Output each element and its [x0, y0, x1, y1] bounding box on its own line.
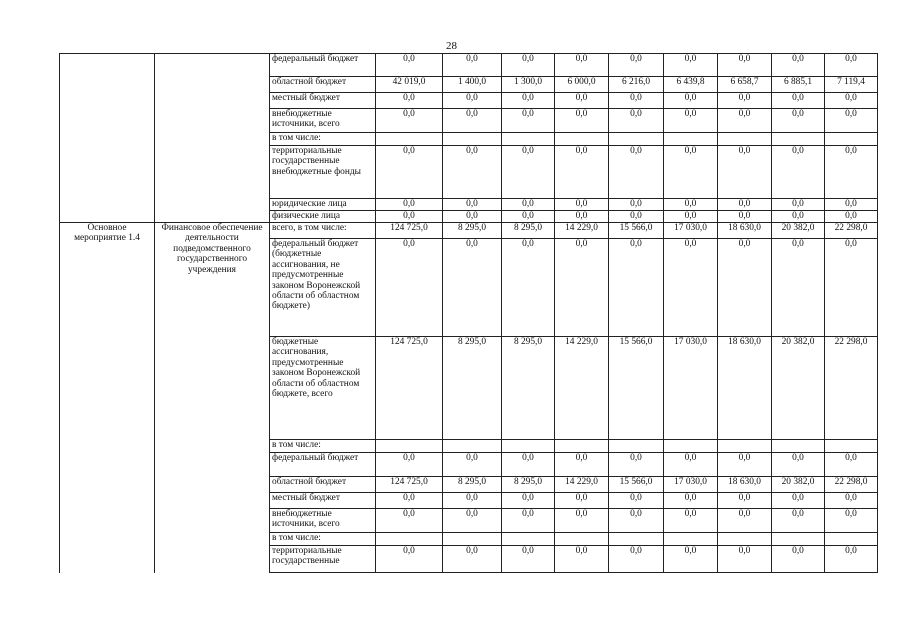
amount-cell: 0,0	[376, 146, 443, 199]
amount-cell	[825, 533, 878, 546]
amount-cell: 0,0	[609, 239, 664, 337]
amount-cell: 15 566,0	[609, 337, 664, 440]
amount-cell: 7 119,4	[825, 77, 878, 93]
amount-cell: 0,0	[555, 146, 609, 199]
amount-cell	[376, 440, 443, 453]
amount-cell	[825, 440, 878, 453]
funding-source-cell: областной бюджет	[270, 477, 376, 493]
amount-cell: 14 229,0	[555, 337, 609, 440]
amount-cell: 0,0	[825, 211, 878, 223]
amount-cell: 0,0	[772, 493, 825, 509]
amount-cell: 22 298,0	[825, 223, 878, 239]
funding-source-cell: областной бюджет	[270, 77, 376, 93]
amount-cell: 8 295,0	[502, 477, 555, 493]
funding-source-cell: в том числе:	[270, 440, 376, 453]
amount-cell: 0,0	[609, 453, 664, 477]
table-row	[60, 54, 878, 77]
amount-cell: 0,0	[502, 211, 555, 223]
amount-cell: 0,0	[664, 211, 718, 223]
amount-cell: 0,0	[664, 453, 718, 477]
amount-cell: 0,0	[664, 546, 718, 573]
amount-cell	[502, 133, 555, 146]
amount-cell: 0,0	[376, 93, 443, 109]
amount-cell: 0,0	[443, 109, 502, 133]
amount-cell: 0,0	[376, 509, 443, 533]
funding-source-cell: всего, в том числе:	[270, 223, 376, 239]
funding-source-cell: внебюджетные источники, всего	[270, 509, 376, 533]
amount-cell: 0,0	[772, 54, 825, 77]
amount-cell: 0,0	[502, 54, 555, 77]
amount-cell: 0,0	[772, 546, 825, 573]
amount-cell	[718, 133, 772, 146]
amount-cell: 0,0	[443, 54, 502, 77]
amount-cell: 0,0	[664, 493, 718, 509]
amount-cell: 0,0	[718, 239, 772, 337]
amount-cell: 0,0	[376, 211, 443, 223]
amount-cell: 0,0	[825, 239, 878, 337]
amount-cell: 0,0	[718, 211, 772, 223]
amount-cell: 0,0	[718, 199, 772, 211]
page-number: 28	[446, 40, 457, 52]
event-status-cell: Основное мероприятие 1.4	[60, 223, 155, 573]
amount-cell	[502, 440, 555, 453]
amount-cell: 0,0	[825, 493, 878, 509]
amount-cell	[443, 440, 502, 453]
amount-cell: 0,0	[718, 453, 772, 477]
amount-cell: 0,0	[772, 453, 825, 477]
amount-cell: 0,0	[502, 453, 555, 477]
amount-cell	[664, 533, 718, 546]
amount-cell: 22 298,0	[825, 337, 878, 440]
amount-cell	[772, 133, 825, 146]
amount-cell: 0,0	[502, 109, 555, 133]
amount-cell: 17 030,0	[664, 477, 718, 493]
amount-cell: 20 382,0	[772, 337, 825, 440]
amount-cell	[609, 533, 664, 546]
amount-cell: 0,0	[555, 199, 609, 211]
amount-cell: 0,0	[664, 199, 718, 211]
amount-cell: 0,0	[443, 546, 502, 573]
amount-cell: 0,0	[772, 211, 825, 223]
amount-cell: 0,0	[664, 93, 718, 109]
amount-cell: 0,0	[718, 546, 772, 573]
amount-cell: 0,0	[376, 54, 443, 77]
amount-cell: 0,0	[772, 199, 825, 211]
amount-cell: 0,0	[555, 211, 609, 223]
amount-cell: 124 725,0	[376, 477, 443, 493]
amount-cell: 15 566,0	[609, 223, 664, 239]
amount-cell: 0,0	[609, 146, 664, 199]
amount-cell: 0,0	[664, 509, 718, 533]
amount-cell: 0,0	[376, 453, 443, 477]
amount-cell: 0,0	[825, 509, 878, 533]
amount-cell: 0,0	[609, 54, 664, 77]
amount-cell: 0,0	[772, 239, 825, 337]
table-row	[60, 223, 878, 239]
amount-cell: 0,0	[664, 239, 718, 337]
amount-cell: 0,0	[376, 239, 443, 337]
amount-cell: 0,0	[502, 239, 555, 337]
amount-cell: 6 000,0	[555, 77, 609, 93]
amount-cell	[772, 533, 825, 546]
amount-cell: 0,0	[718, 493, 772, 509]
amount-cell: 0,0	[502, 93, 555, 109]
amount-cell: 0,0	[825, 546, 878, 573]
funding-table	[59, 53, 878, 573]
amount-cell: 0,0	[502, 199, 555, 211]
amount-cell: 0,0	[718, 109, 772, 133]
funding-source-cell: федеральный бюджет	[270, 54, 376, 77]
status-cell	[60, 54, 155, 223]
amount-cell: 0,0	[376, 109, 443, 133]
funding-source-cell: бюджетные ассигнования, предусмотренные законом Воронежской области об областном бюджете, всего	[270, 337, 376, 440]
amount-cell	[443, 133, 502, 146]
amount-cell: 1 300,0	[502, 77, 555, 93]
amount-cell: 0,0	[825, 199, 878, 211]
amount-cell: 18 630,0	[718, 337, 772, 440]
amount-cell: 0,0	[502, 493, 555, 509]
amount-cell	[376, 133, 443, 146]
amount-cell	[555, 133, 609, 146]
amount-cell: 0,0	[502, 509, 555, 533]
amount-cell: 14 229,0	[555, 223, 609, 239]
amount-cell: 0,0	[555, 453, 609, 477]
amount-cell	[718, 440, 772, 453]
amount-cell: 0,0	[609, 93, 664, 109]
amount-cell: 17 030,0	[664, 337, 718, 440]
amount-cell: 0,0	[376, 493, 443, 509]
amount-cell: 0,0	[609, 509, 664, 533]
funding-source-cell: местный бюджет	[270, 93, 376, 109]
amount-cell: 8 295,0	[443, 223, 502, 239]
amount-cell: 0,0	[555, 54, 609, 77]
event-name-cell	[155, 54, 270, 223]
funding-source-cell: внебюджетные источники, всего	[270, 109, 376, 133]
funding-source-cell: федеральный бюджет	[270, 453, 376, 477]
amount-cell: 0,0	[443, 239, 502, 337]
amount-cell: 8 295,0	[443, 337, 502, 440]
amount-cell: 0,0	[825, 54, 878, 77]
funding-source-cell: федеральный бюджет (бюджетные ассигнования, не предусмотренные законом Воронежской области об областном бюджете)	[270, 239, 376, 337]
amount-cell: 0,0	[772, 93, 825, 109]
amount-cell	[772, 440, 825, 453]
funding-source-cell: местный бюджет	[270, 493, 376, 509]
amount-cell: 6 885,1	[772, 77, 825, 93]
amount-cell: 0,0	[772, 109, 825, 133]
amount-cell: 0,0	[555, 239, 609, 337]
amount-cell: 0,0	[443, 509, 502, 533]
amount-cell: 0,0	[555, 109, 609, 133]
amount-cell: 0,0	[443, 211, 502, 223]
amount-cell: 6 658,7	[718, 77, 772, 93]
funding-source-cell: юридические лица	[270, 199, 376, 211]
funding-source-cell: физические лица	[270, 211, 376, 223]
amount-cell: 0,0	[443, 93, 502, 109]
amount-cell	[555, 533, 609, 546]
amount-cell: 0,0	[718, 509, 772, 533]
amount-cell: 8 295,0	[502, 337, 555, 440]
amount-cell: 0,0	[825, 109, 878, 133]
amount-cell: 17 030,0	[664, 223, 718, 239]
amount-cell: 22 298,0	[825, 477, 878, 493]
amount-cell: 0,0	[825, 146, 878, 199]
amount-cell: 0,0	[664, 146, 718, 199]
amount-cell: 0,0	[772, 509, 825, 533]
funding-source-cell: территориальные государственные внебюджетные фонды	[270, 146, 376, 199]
amount-cell: 0,0	[825, 93, 878, 109]
amount-cell	[609, 440, 664, 453]
amount-cell: 6 216,0	[609, 77, 664, 93]
amount-cell: 18 630,0	[718, 477, 772, 493]
amount-cell: 0,0	[443, 453, 502, 477]
amount-cell: 0,0	[502, 146, 555, 199]
amount-cell	[609, 133, 664, 146]
amount-cell: 124 725,0	[376, 337, 443, 440]
amount-cell	[443, 533, 502, 546]
amount-cell: 0,0	[443, 146, 502, 199]
event-name-cell: Финансовое обеспечение деятельности подведомственного государственного учреждения	[155, 223, 270, 573]
amount-cell: 124 725,0	[376, 223, 443, 239]
amount-cell	[664, 133, 718, 146]
amount-cell: 0,0	[718, 146, 772, 199]
amount-cell: 20 382,0	[772, 477, 825, 493]
amount-cell: 0,0	[609, 546, 664, 573]
amount-cell: 0,0	[555, 546, 609, 573]
funding-source-cell: в том числе:	[270, 133, 376, 146]
amount-cell: 0,0	[718, 93, 772, 109]
amount-cell: 0,0	[555, 509, 609, 533]
amount-cell: 0,0	[609, 199, 664, 211]
amount-cell: 15 566,0	[609, 477, 664, 493]
amount-cell: 20 382,0	[772, 223, 825, 239]
amount-cell	[825, 133, 878, 146]
amount-cell: 0,0	[376, 546, 443, 573]
amount-cell: 0,0	[443, 493, 502, 509]
amount-cell: 0,0	[772, 146, 825, 199]
amount-cell: 18 630,0	[718, 223, 772, 239]
amount-cell: 6 439,8	[664, 77, 718, 93]
amount-cell	[376, 533, 443, 546]
amount-cell: 0,0	[609, 493, 664, 509]
amount-cell: 0,0	[609, 211, 664, 223]
amount-cell: 0,0	[376, 199, 443, 211]
amount-cell: 42 019,0	[376, 77, 443, 93]
amount-cell	[664, 440, 718, 453]
amount-cell: 14 229,0	[555, 477, 609, 493]
amount-cell	[718, 533, 772, 546]
amount-cell: 0,0	[555, 493, 609, 509]
amount-cell	[555, 440, 609, 453]
amount-cell: 0,0	[664, 54, 718, 77]
amount-cell: 8 295,0	[443, 477, 502, 493]
amount-cell	[502, 533, 555, 546]
amount-cell: 1 400,0	[443, 77, 502, 93]
amount-cell: 0,0	[555, 93, 609, 109]
amount-cell: 0,0	[609, 109, 664, 133]
amount-cell: 0,0	[718, 54, 772, 77]
amount-cell: 8 295,0	[502, 223, 555, 239]
amount-cell: 0,0	[664, 109, 718, 133]
funding-source-cell: территориальные государственные	[270, 546, 376, 573]
amount-cell: 0,0	[443, 199, 502, 211]
amount-cell: 0,0	[825, 453, 878, 477]
funding-source-cell: в том числе:	[270, 533, 376, 546]
amount-cell: 0,0	[502, 546, 555, 573]
